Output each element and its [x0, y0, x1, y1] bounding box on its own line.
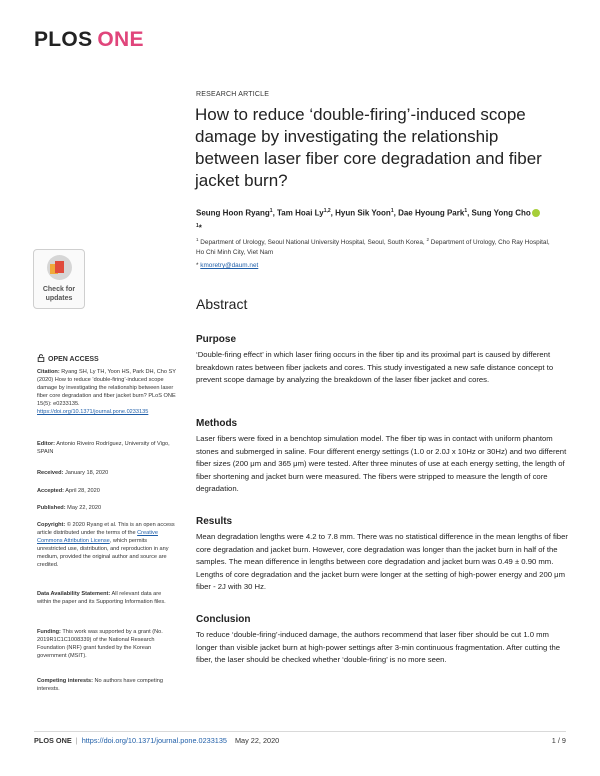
page-footer: [34, 736, 566, 745]
section-text: Mean degradation lengths were 4.2 to 7.8 mm. There was no statistical difference in the mean lengths of fiber core degradation and jacket burn. However, core degradation was longer than the jacket burn in half of the samples. The mean difference in lengths between core degradation and jacket burn was 0.49 ± 0.90 mm. Lengths of core degradation and the jacket burn were longer at the setting of high-power energy and 200 μm fiber - 2J with 30 Hz.: [196, 532, 568, 592]
author-affiliation-sup: 1: [390, 208, 394, 214]
author-list: [196, 205, 541, 234]
affiliation-number: 2: [426, 237, 429, 242]
received-block: [37, 469, 177, 477]
check-for-updates-badge[interactable]: [33, 249, 85, 309]
published-label: Published:: [37, 505, 66, 511]
abstract-section-conclusion: [196, 614, 568, 667]
accepted-date: April 28, 2020: [65, 488, 100, 494]
footer-separator: |: [75, 736, 78, 745]
author-corresponding-marker: *: [198, 223, 202, 233]
funding-label: Funding:: [37, 629, 61, 635]
editor-label: Editor:: [37, 441, 56, 447]
corresponding-email: [196, 262, 258, 269]
footer-doi-link[interactable]: https://doi.org/10.1371/journal.pone.0233135: [81, 736, 227, 745]
data-availability-text: All relevant data are within the paper and its Supporting Information files.: [37, 591, 166, 606]
license-link[interactable]: Creative Commons Attribution License: [37, 530, 158, 545]
abstract-section-purpose: [196, 334, 568, 387]
author-affiliation-sup: 1,2: [323, 208, 331, 214]
author-separator: ,: [272, 208, 278, 218]
author-name: Sung Yong Cho: [471, 208, 531, 218]
data-availability-label: Data Availability Statement:: [37, 591, 111, 597]
data-availability-block: [37, 590, 177, 606]
funding-text: This work was supported by a grant (No. 2019R1C1C1008339) of the National Research Foundation (NRF) grant funded by the Korean government (MSIT).: [37, 629, 163, 660]
citation-label: Citation:: [37, 369, 60, 375]
email-link[interactable]: kmoretry@daum.net: [200, 262, 259, 269]
competing-interests-text: No authors have competing interests.: [37, 678, 163, 693]
affiliation-number: 1: [196, 237, 199, 242]
section-heading: Purpose: [196, 334, 237, 345]
check-line1: Check for: [42, 286, 76, 293]
author-affiliation-sup: 1: [196, 222, 199, 229]
bookmark-icon: [55, 261, 64, 273]
copyright-block: [37, 521, 177, 570]
published-date: May 22, 2020: [67, 505, 102, 511]
article-type: RESEARCH ARTICLE: [196, 91, 270, 98]
logo-plos: PLOS: [34, 28, 93, 51]
author-name: Seung Hoon Ryang: [196, 208, 270, 218]
orcid-icon[interactable]: [532, 209, 540, 217]
open-lock-icon: [37, 354, 45, 362]
received-label: Received:: [37, 470, 64, 476]
footer-divider: [34, 731, 566, 732]
article-title: How to reduce ‘double-firing’-induced scope damage by investigating the relationship between laser fiber core degradation and fiber jacket burn?: [195, 105, 542, 190]
affiliation-text: Department of Urology, Seoul National University Hospital, Seoul, South Korea,: [200, 239, 425, 247]
author-separator: ,: [467, 208, 472, 218]
section-text: ‘Double-firing effect’ in which laser firing occurs in the fiber tip and its proximal part is caused by different breakdown rates between fiber jackets and cores. This study investigated a new safe distance concept to prevent scope damage by analyzing the breakdown of the laser fiber jacket and cores.: [196, 350, 554, 385]
published-block: [37, 504, 177, 512]
section-heading: Conclusion: [196, 614, 251, 625]
citation-doi-link[interactable]: https://doi.org/10.1371/journal.pone.0233135: [37, 409, 149, 416]
affiliations: [196, 235, 556, 258]
author-separator: ,: [393, 208, 399, 218]
check-line2: updates: [45, 295, 73, 302]
footer-journal: PLOS ONE: [34, 736, 72, 745]
author-affiliation-sup: 1: [269, 208, 273, 214]
footer-date: May 22, 2020: [234, 736, 280, 745]
open-access-label: [37, 354, 99, 363]
page-number: 1 / 9: [551, 736, 566, 745]
affiliation-text: Department of Urology, Cho Ray Hospital, Ho Chi Minh City, Viet Nam: [196, 239, 550, 257]
section-heading: Methods: [196, 418, 238, 429]
editor-text: Antonio Riveiro Rodríguez, University of Vigo, SPAIN: [37, 441, 170, 456]
abstract-section-results: [196, 516, 568, 594]
author-name: Hyun Sik Yoon: [335, 208, 391, 218]
accepted-block: [37, 487, 177, 495]
abstract-heading: Abstract: [196, 296, 248, 312]
citation-block: [37, 368, 177, 417]
funding-block: [37, 628, 177, 660]
copyright-text: © 2020 Ryang et al. This is an open access article distributed under the terms of the: [37, 522, 175, 537]
competing-interests-label: Competing interests:: [37, 678, 93, 684]
author-name: Tam Hoai Ly: [277, 208, 324, 218]
section-text: Laser fibers were fixed in a benchtop simulation model. The fiber tip was in contact with uniform phantom stones and submerged in saline. Four different energy settings (1.0 or 2.0J x 10Hz or 30Hz) and two different fiber sizes (200 μm and 365 μm) were tested. After three minutes of use at each energy setting, the length of fiber shortening and jacket burn were measured. The fibers were stripped to measure the length of core degradation.: [196, 434, 567, 494]
author-name: Dae Hyoung Park: [398, 208, 465, 218]
abstract-section-methods: [196, 418, 568, 496]
editor-block: [37, 440, 177, 456]
section-text: To reduce ‘double-firing’-induced damage, the authors recommend that laser fiber should be cut 1.0 mm longer than visible jacket burn at high-power settings after 3-min continuous fragmentation. After cutting the fiber, the laser should be checked whether ‘double-firing’ is no more seen.: [196, 630, 561, 665]
journal-logo: [34, 28, 144, 52]
open-access-text: OPEN ACCESS: [48, 356, 99, 363]
check-for-updates-label: [34, 285, 84, 303]
section-heading: Results: [196, 516, 233, 527]
competing-interests-block: [37, 677, 177, 693]
accepted-label: Accepted:: [37, 488, 65, 494]
author-separator: ,: [330, 208, 336, 218]
received-date: January 18, 2020: [65, 470, 109, 476]
citation-text: Ryang SH, Ly TH, Yoon HS, Park DH, Cho SY (2020) How to reduce ‘double-firing’-induced scope damage by investigating the relationship between laser fiber core degradation and fiber jacket burn? PLoS ONE 15(5): e0233135.: [37, 369, 176, 408]
email-marker: *: [196, 262, 199, 269]
logo-one: ONE: [97, 28, 144, 51]
copyright-text: , which permits unrestricted use, distribution, and reproduction in any medium, provided the original author and source are credited.: [37, 538, 169, 569]
copyright-label: Copyright:: [37, 522, 66, 528]
author-affiliation-sup: 1: [464, 208, 468, 214]
